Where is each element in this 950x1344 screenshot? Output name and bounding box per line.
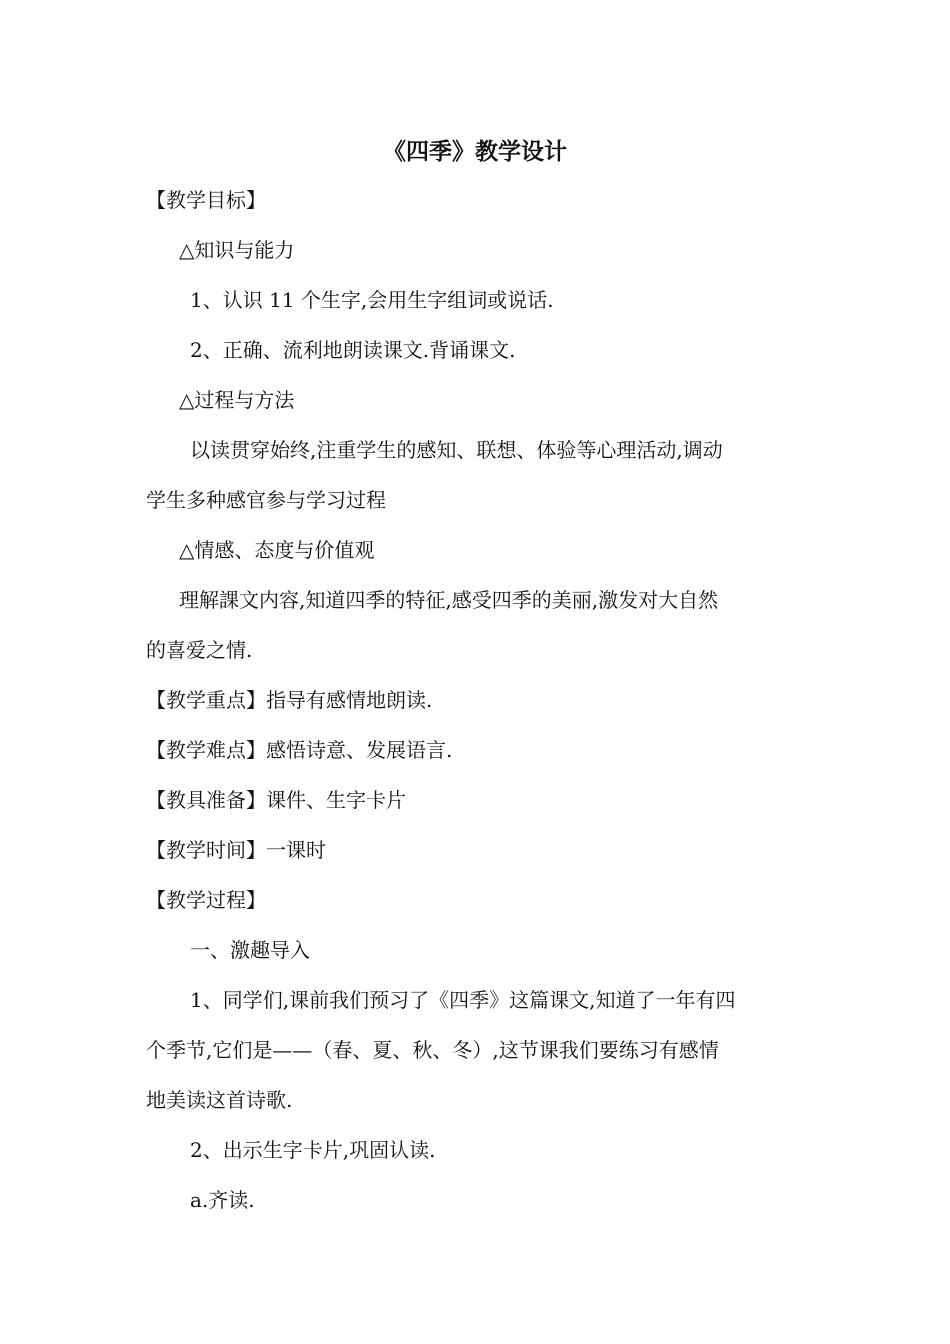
process-method-text-line-1: 以读贯穿始终,注重学生的感知、联想、体验等心理活动,调动 [190, 438, 723, 462]
goal-item-2: 2、正确、流利地朗读课文.背诵课文. [190, 338, 516, 362]
intro-step-1-line-1: 1、同学们,课前我们预习了《四季》这篇课文,知道了一年有四 [190, 988, 736, 1012]
teaching-key-point: 【教学重点】指导有感情地朗读. [146, 688, 433, 712]
process-method-text-line-2: 学生多种感官参与学习过程 [146, 488, 386, 512]
subheading-process-method: △过程与方法 [179, 388, 295, 412]
intro-step-1-line-2: 个季节,它们是——（春、夏、秋、冬）,这节课我们要练习有感情 [146, 1038, 719, 1062]
subheading-emotion-values: △情感、态度与价值观 [179, 538, 375, 562]
heading-teaching-goals: 【教学目标】 [146, 188, 266, 212]
intro-step-2: 2、出示生字卡片,巩固认读. [190, 1138, 436, 1162]
document-title: 《四季》教学设计 [383, 138, 567, 165]
heading-teaching-process: 【教学过程】 [146, 888, 266, 912]
teaching-aids: 【教具准备】课件、生字卡片 [146, 788, 406, 812]
intro-step-1-line-3: 地美读这首诗歌. [146, 1088, 293, 1112]
goal-item-1: 1、认识 11 个生字,会用生字组词或说话. [190, 288, 554, 312]
teaching-time: 【教学时间】一课时 [146, 838, 326, 862]
section-intro-heading: 一、激趣导入 [190, 938, 310, 962]
emotion-values-text-line-2: 的喜爱之情. [146, 638, 253, 662]
subheading-knowledge-ability: △知识与能力 [179, 238, 295, 262]
teaching-difficulty: 【教学难点】感悟诗意、发展语言. [146, 738, 453, 762]
intro-step-2-a: a.齐读. [190, 1188, 255, 1212]
emotion-values-text-line-1: 理解課文内容,知道四季的特征,感受四季的美丽,激发对大自然 [179, 588, 719, 612]
